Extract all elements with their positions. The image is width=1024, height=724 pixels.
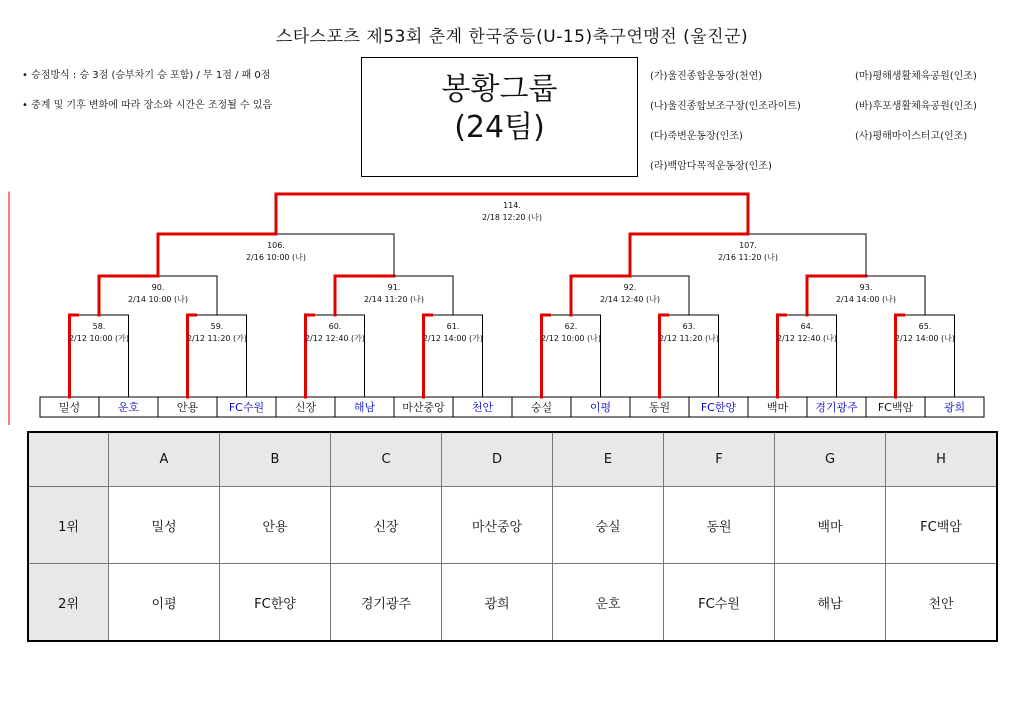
match-time: 2/12 14:00 (가)	[422, 334, 484, 343]
venue-sa: (사)평해마이스터고(인조)	[855, 131, 968, 142]
rank-label: 2위	[28, 564, 109, 642]
match-number: 61.	[446, 322, 460, 331]
standings-team-cell: 백마	[775, 487, 886, 564]
team-name: 천안	[471, 401, 494, 414]
match-number: 62.	[564, 322, 578, 331]
standings-team-cell: FC한양	[220, 564, 331, 642]
standings-team-cell: 밀성	[109, 487, 220, 564]
scoring-rule: • 승점방식 : 승 3점 (승부차기 승 포함) / 무 1점 / 패 0점	[22, 70, 271, 81]
match-number: 93.	[859, 283, 873, 292]
match-number: 58.	[92, 322, 106, 331]
standings-team-cell: 경기광주	[331, 564, 442, 642]
team-name: 마산중앙	[402, 401, 445, 414]
venue-ma: (마)평해생활체육공원(인조)	[855, 71, 977, 82]
standings-team-cell: 숭실	[553, 487, 664, 564]
match-time: 2/12 10:00 (가)	[68, 334, 130, 343]
match-number: 59.	[210, 322, 224, 331]
match-time: 2/18 12:20 (나)	[481, 213, 543, 222]
match-time: 2/14 10:00 (나)	[127, 295, 189, 304]
match-number: 91.	[387, 283, 401, 292]
rank-label: 1위	[28, 487, 109, 564]
match-time: 2/12 14:00 (나)	[894, 334, 956, 343]
tournament-bracket	[0, 185, 1024, 425]
match-time: 2/14 14:00 (나)	[835, 295, 897, 304]
group-name: 봉황그룹	[441, 72, 558, 107]
match-number: 90.	[151, 283, 165, 292]
match-number: 114.	[503, 201, 521, 210]
team-name: 해남	[353, 401, 376, 414]
second-place-row	[28, 564, 997, 642]
team-name: FC수원	[228, 401, 265, 414]
match-number: 60.	[328, 322, 342, 331]
standings-team-cell: FC백암	[886, 487, 998, 564]
group-column-header: E	[553, 432, 664, 487]
match-time: 2/12 12:40 (나)	[776, 334, 838, 343]
group-column-header: G	[775, 432, 886, 487]
match-number: 64.	[800, 322, 814, 331]
venue-na: (나)울진종합보조구장(인조라이트)	[650, 101, 801, 112]
group-column-header: H	[886, 432, 998, 487]
team-name: 이평	[589, 401, 612, 414]
standings-table	[27, 431, 998, 642]
standings-team-cell: 안용	[220, 487, 331, 564]
match-number: 63.	[682, 322, 696, 331]
match-number: 107.	[739, 241, 757, 250]
group-column-header: F	[664, 432, 775, 487]
group-column-header: B	[220, 432, 331, 487]
match-time: 2/12 11:20 (가)	[186, 334, 248, 343]
standings-corner-cell	[28, 432, 109, 487]
team-name: 광희	[943, 401, 966, 414]
match-time: 2/16 10:00 (나)	[245, 253, 307, 262]
standings-team-cell: 동원	[664, 487, 775, 564]
team-name: 신장	[294, 401, 317, 414]
page-title: 스타스포츠 제53회 춘계 한국중등(U-15)축구연맹전 (울진군)	[275, 27, 749, 47]
team-name: FC한양	[700, 401, 737, 414]
team-name: 백마	[766, 401, 789, 414]
group-team-count: (24팀)	[454, 110, 545, 145]
team-name: 경기광주	[815, 401, 858, 414]
match-time: 2/12 10:00 (나)	[540, 334, 602, 343]
team-name: 안용	[176, 401, 199, 414]
team-name: 운호	[117, 401, 140, 414]
standings-team-cell: 운호	[553, 564, 664, 642]
standings-team-cell: 마산중앙	[442, 487, 553, 564]
team-name: FC백암	[877, 401, 914, 414]
standings-team-cell: 천안	[886, 564, 998, 642]
standings-team-cell: FC수원	[664, 564, 775, 642]
schedule-notice: • 중계 및 기후 변화에 따라 장소와 시간은 조정될 수 있음	[22, 100, 273, 111]
first-place-row	[28, 487, 997, 564]
match-time: 2/14 11:20 (나)	[363, 295, 425, 304]
standings-team-cell: 해남	[775, 564, 886, 642]
venue-da: (다)죽변운동장(인조)	[650, 131, 743, 142]
venue-ga: (가)울진종합운동장(천연)	[650, 71, 763, 82]
match-number: 65.	[918, 322, 932, 331]
group-column-header: C	[331, 432, 442, 487]
match-time: 2/14 12:40 (나)	[599, 295, 661, 304]
standings-team-cell: 신장	[331, 487, 442, 564]
team-name: 숭실	[530, 401, 553, 414]
venue-ba: (바)후포생활체육공원(인조)	[855, 101, 977, 112]
team-name: 동원	[648, 401, 671, 414]
venue-ra: (라)백암다목적운동장(인조)	[650, 161, 772, 172]
group-box	[361, 57, 638, 177]
match-number: 106.	[267, 241, 285, 250]
match-time: 2/12 12:40 (가)	[304, 334, 366, 343]
match-number: 92.	[623, 283, 637, 292]
match-time: 2/16 11:20 (나)	[717, 253, 779, 262]
group-column-header: D	[442, 432, 553, 487]
standings-team-cell: 이평	[109, 564, 220, 642]
group-column-header: A	[109, 432, 220, 487]
team-name: 밀성	[58, 401, 81, 414]
match-time: 2/12 11:20 (나)	[658, 334, 720, 343]
standings-team-cell: 광희	[442, 564, 553, 642]
standings-header-row	[28, 432, 997, 487]
